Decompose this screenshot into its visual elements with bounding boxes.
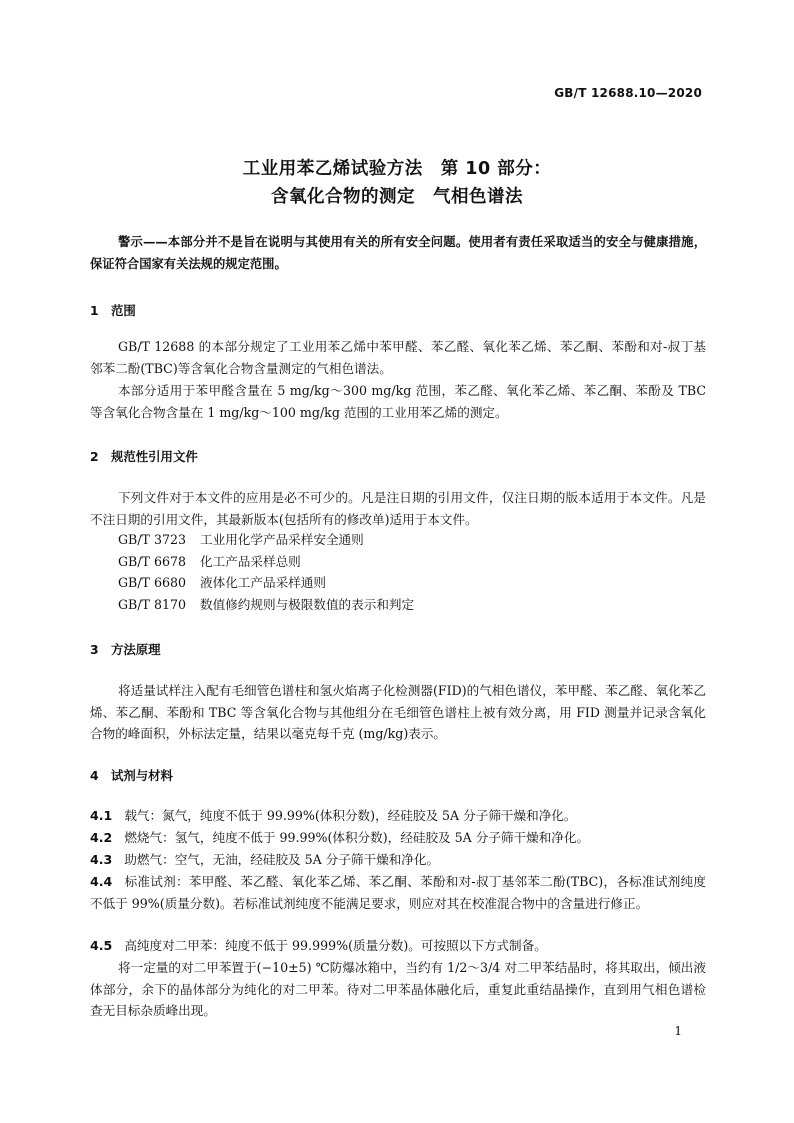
item-text: 载气：氮气，纯度不低于 99.99%(体积分数)，经硅胶及 5A 分子筛干燥和净化。 [124, 808, 577, 823]
section-2-heading [90, 447, 198, 465]
item-number: 4.5 [90, 938, 113, 953]
page-number: 1 [674, 1024, 682, 1038]
item-text: 助燃气：空气，无油，经硅胶及 5A 分子筛干燥和净化。 [124, 852, 440, 867]
warning-paragraph: 警示——本部分并不是旨在说明与其使用有关的所有安全问题。使用者有责任采取适当的安全与健康措施，保证符合国家有关法规的规定范围。 [90, 235, 706, 271]
reference-code: GB/T 8170 [118, 597, 187, 612]
reference-item [118, 594, 414, 616]
section-title: 规范性引用文件 [111, 449, 198, 464]
document-title-line1: 工业用苯乙烯试验方法 第 10 部分： [242, 159, 552, 179]
reference-item [118, 529, 364, 551]
list-item [90, 871, 706, 914]
section-4-heading [90, 766, 173, 784]
reference-title: 液体化工产品采样通则 [200, 575, 326, 590]
section-title: 方法原理 [111, 642, 161, 657]
section-3-paragraph-1: 将适量试样注入配有毛细管色谱柱和氢火焰离子化检测器(FID)的气相色谱仪，苯甲醛、苯乙醛、氧化苯乙烯、苯乙酮、苯酚和 TBC 等含氧化合物与其他组分在毛细管色谱柱上被有效分离，用 FID 测量并记录含氧化合物的峰面积，外标法定量，结果以毫克每千克 (mg/kg)表示。 [90, 683, 706, 741]
section-number: 1 [90, 303, 99, 318]
section-title: 范围 [111, 303, 136, 318]
section-number: 3 [90, 642, 99, 657]
list-item [90, 849, 706, 871]
reference-title: 工业用化学产品采样安全通则 [200, 532, 364, 547]
reference-code: GB/T 6680 [118, 575, 187, 590]
item-number: 4.3 [90, 852, 113, 867]
standard-number: GB/T 12688.10—2020 [554, 86, 702, 100]
section-1-heading [90, 301, 136, 319]
reference-title: 数值修约规则与极限数值的表示和判定 [200, 597, 415, 612]
document-title-line2: 含氧化合物的测定 气相色谱法 [271, 187, 523, 207]
section-3-heading [90, 640, 161, 658]
reference-title: 化工产品采样总则 [200, 554, 301, 569]
list-item [90, 935, 706, 957]
reference-code: GB/T 3723 [118, 532, 187, 547]
section-4-paragraph-after: 将一定量的对二甲苯置于(−10±5) ℃防爆冰箱中，当约有 1/2～3/4 对二甲苯结晶时，将其取出，倾出液体部分，余下的晶体部分为纯化的对二甲苯。待对二甲苯晶体融化后，重复此重结晶操作，直到用气相色谱检查无目标杂质峰出现。 [90, 960, 706, 1018]
list-item [90, 805, 706, 827]
item-text: 燃烧气：氢气，纯度不低于 99.99%(体积分数)，经硅胶及 5A 分子筛干燥和净化。 [124, 830, 590, 845]
section-1-paragraph-2: 本部分适用于苯甲醛含量在 5 mg/kg～300 mg/kg 范围，苯乙醛、氧化苯乙烯、苯乙酮、苯酚及 TBC 等含氧化合物含量在 1 mg/kg～100 mg/kg 范围的工业用苯乙烯的测定。 [90, 383, 706, 420]
item-number: 4.4 [90, 874, 113, 889]
item-number: 4.2 [90, 830, 113, 845]
reference-item [118, 551, 301, 573]
reference-item [118, 572, 326, 594]
item-text: 标准试剂：苯甲醛、苯乙醛、氧化苯乙烯、苯乙酮、苯酚和对-叔丁基邻苯二酚(TBC)，各标准试剂纯度不低于 99%(质量分数)。若标准试剂纯度不能满足要求，则应对其在校准混合物中的含量进行修正。 [90, 874, 706, 911]
section-2-paragraph-1: 下列文件对于本文件的应用是必不可少的。凡是注日期的引用文件，仅注日期的版本适用于本文件。凡是不注日期的引用文件，其最新版本(包括所有的修改单)适用于本文件。 [90, 490, 706, 527]
section-title: 试剂与材料 [111, 768, 173, 783]
list-item [90, 827, 706, 849]
section-number: 2 [90, 449, 99, 464]
item-text: 高纯度对二甲苯：纯度不低于 99.999%(质量分数)。可按照以下方式制备。 [124, 938, 547, 953]
section-number: 4 [90, 768, 99, 783]
item-number: 4.1 [90, 808, 113, 823]
section-1-paragraph-1: GB/T 12688 的本部分规定了工业用苯乙烯中苯甲醛、苯乙醛、氧化苯乙烯、苯乙酮、苯酚和对-叔丁基邻苯二酚(TBC)等含氧化合物含量测定的气相色谱法。 [90, 339, 706, 376]
reference-code: GB/T 6678 [118, 554, 187, 569]
